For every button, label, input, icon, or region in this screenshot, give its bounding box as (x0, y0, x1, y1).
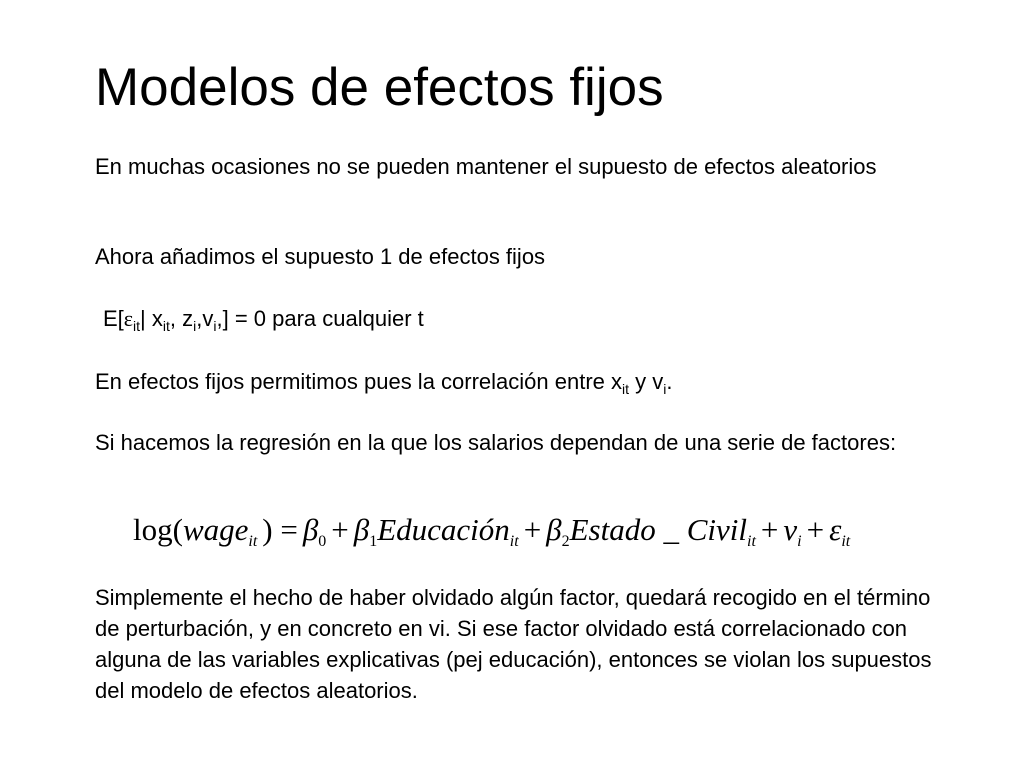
eq-plus-2: + (523, 512, 542, 547)
paragraph-omitted-factor: Simplemente el hecho de haber olvidado algún factor, quedará recogido en el término de perturbación, y en concreto en vi. Si ese factor olvidado está correlacionado con alguna de las variables explicativas (pej educación), entonces se violan los supuestos del modelo de efectos aleatorios. (95, 585, 932, 703)
assumption-epsilon: ε (123, 306, 134, 331)
assumption-formula (103, 303, 424, 334)
eq-wage: wage (182, 512, 249, 547)
eq-plus-4: + (806, 512, 825, 547)
assumption-z: , z (169, 306, 194, 331)
eq-estado-civil-sub: it (747, 533, 756, 550)
regression-equation (133, 508, 850, 552)
eq-beta2-sub: 2 (561, 533, 570, 550)
paragraph-add-assumption: Ahora añadimos el supuesto 1 de efectos fijos (95, 244, 546, 269)
paragraph-regression: Si hacemos la regresión en la que los salarios dependan de una serie de factores: (95, 430, 897, 455)
correlation-y-v: y v (629, 369, 664, 394)
eq-plus-1: + (331, 512, 349, 547)
assumption-x: | x (140, 306, 163, 331)
assumption-z-sub: i (193, 318, 197, 334)
eq-beta1-sub: 1 (369, 533, 378, 550)
eq-beta1: β (353, 512, 370, 547)
eq-epsilon: ε (829, 512, 842, 547)
eq-epsilon-sub: it (841, 533, 851, 550)
eq-log: log( (133, 512, 183, 547)
paragraph-random-effects: En muchas ocasiones no se pueden mantener el supuesto de efectos aleatorios (95, 154, 877, 179)
assumption-epsilon-sub: it (133, 318, 141, 334)
eq-beta0-sub: 0 (318, 533, 327, 550)
eq-educacion: Educación (377, 512, 510, 547)
assumption-x-sub: it (162, 318, 170, 334)
eq-educacion-sub: it (509, 533, 519, 550)
correlation-x-sub: it (622, 381, 630, 397)
eq-equals: ) = (262, 512, 298, 547)
slide-title: Modelos de efectos fijos (95, 58, 664, 117)
eq-estado-civil: Estado _ Civil (569, 512, 748, 547)
eq-wage-sub: it (248, 533, 258, 550)
eq-plus-3: + (760, 512, 779, 547)
assumption-e-bracket: E[ (103, 306, 124, 331)
correlation-end: . (666, 369, 673, 394)
paragraph-correlation (95, 366, 673, 397)
assumption-v: ,v (196, 306, 214, 331)
eq-v: v (783, 512, 798, 547)
correlation-text: En efectos fijos permitimos pues la correlación entre x (95, 369, 623, 394)
eq-v-sub: i (797, 533, 802, 550)
eq-beta2: β (546, 512, 562, 547)
eq-beta0: β (302, 512, 319, 547)
correlation-v-sub: i (663, 381, 667, 397)
assumption-close: ,] = 0 para cualquier t (216, 306, 424, 331)
assumption-v-sub: i (213, 318, 217, 334)
